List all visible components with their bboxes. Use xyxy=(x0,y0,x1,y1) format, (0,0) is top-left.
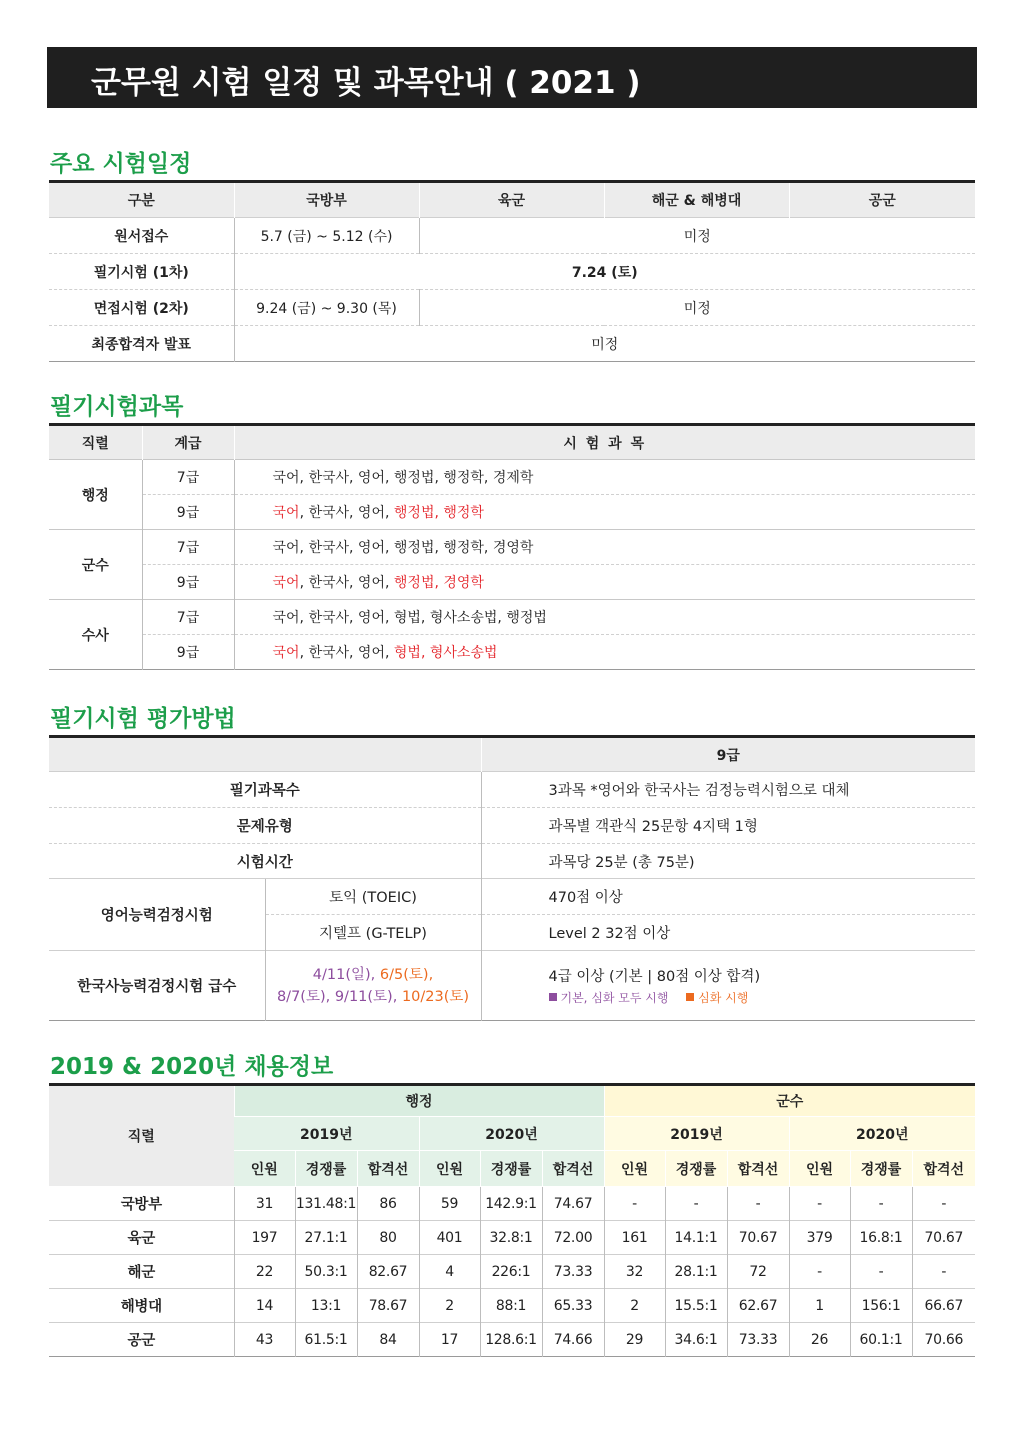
row-value: 470점 이상 xyxy=(481,879,975,915)
metric-header: 인원 xyxy=(419,1151,480,1187)
cell-value: 2 xyxy=(604,1289,665,1323)
cell-value: 15.5:1 xyxy=(665,1289,727,1323)
series-name: 군수 xyxy=(49,530,142,600)
table-row xyxy=(49,844,975,879)
subject-list: 국어, 한국사, 영어, 행정법, 행정학, 경제학 xyxy=(234,460,975,495)
col-header: 해군 & 해병대 xyxy=(604,182,789,218)
year-header: 2019년 xyxy=(604,1117,789,1151)
table-row xyxy=(49,808,975,844)
metric-header: 합격선 xyxy=(727,1151,789,1187)
cell-value: - xyxy=(789,1187,850,1221)
cell-value: 88:1 xyxy=(480,1289,542,1323)
history-value: 4급 이상 (기본 | 80점 이상 합격) 기본, 심화 모두 시행 심화 시행 xyxy=(481,951,975,1021)
group-header: 군수 xyxy=(604,1085,975,1117)
grade: 7급 xyxy=(142,530,234,565)
cell-value: 86 xyxy=(357,1187,419,1221)
year-header: 2020년 xyxy=(419,1117,604,1151)
row-value: 3과목 *영어와 한국사는 검정능력시험으로 대체 xyxy=(481,772,975,808)
row-label: 최종합격자 발표 xyxy=(49,326,234,362)
square-icon xyxy=(549,993,557,1001)
evaluation-heading: 필기시험 평가방법 xyxy=(50,706,236,732)
row-label: 영어능력검정시험 xyxy=(49,879,265,951)
col-header: 육군 xyxy=(419,182,604,218)
cell-value: 66.67 xyxy=(912,1289,975,1323)
row-value: 과목당 25분 (총 75분) xyxy=(481,844,975,879)
test-name: 지텔프 (G-TELP) xyxy=(265,915,481,951)
cell-value: 379 xyxy=(789,1221,850,1255)
row-label: 필기과목수 xyxy=(49,772,481,808)
table-row xyxy=(49,290,975,326)
table-row xyxy=(49,600,975,635)
cell-value: 401 xyxy=(419,1221,480,1255)
metric-header: 경쟁률 xyxy=(480,1151,542,1187)
table-row xyxy=(49,1221,975,1255)
metric-header: 합격선 xyxy=(357,1151,419,1187)
page-title: 군무원 시험 일정 및 과목안내 ( 2021 ) xyxy=(91,65,641,101)
cell-value: 72.00 xyxy=(542,1221,604,1255)
subject-list: 국어, 한국사, 영어, 행정법, 경영학 xyxy=(234,565,975,600)
history-dates: 4/11(일), 6/5(토), 8/7(토), 9/11(토), 10/23(토) xyxy=(265,951,481,1021)
cell-value: - xyxy=(850,1255,912,1289)
cell-value: 74.67 xyxy=(542,1187,604,1221)
cell-value: 17 xyxy=(419,1323,480,1357)
cell-value: 26 xyxy=(789,1323,850,1357)
cell-value: 60.1:1 xyxy=(850,1323,912,1357)
table-row xyxy=(49,951,975,1021)
cell-value: 197 xyxy=(234,1221,295,1255)
cell-value: 14.1:1 xyxy=(665,1221,727,1255)
cell-value: 32 xyxy=(604,1255,665,1289)
cell-value: 226:1 xyxy=(480,1255,542,1289)
cell-value: 156:1 xyxy=(850,1289,912,1323)
table-row xyxy=(49,254,975,290)
mnd-date: 5.7 (금) ~ 5.12 (수) xyxy=(234,218,419,254)
cell-value: 13:1 xyxy=(295,1289,357,1323)
cell-value: 43 xyxy=(234,1323,295,1357)
table-row xyxy=(49,1289,975,1323)
table-row xyxy=(49,1255,975,1289)
cell-value: - xyxy=(727,1187,789,1221)
metric-header: 인원 xyxy=(604,1151,665,1187)
cell-value: 61.5:1 xyxy=(295,1323,357,1357)
grade: 9급 xyxy=(142,565,234,600)
title-banner xyxy=(47,47,977,108)
cell-value: 80 xyxy=(357,1221,419,1255)
row-label: 해병대 xyxy=(49,1289,234,1323)
col-header: 공군 xyxy=(789,182,975,218)
row-label: 육군 xyxy=(49,1221,234,1255)
subject-list: 국어, 한국사, 영어, 행정법, 행정학, 경영학 xyxy=(234,530,975,565)
cell-value: 70.67 xyxy=(727,1221,789,1255)
others-date: 미정 xyxy=(419,290,975,326)
cell-value: 50.3:1 xyxy=(295,1255,357,1289)
metric-header: 경쟁률 xyxy=(295,1151,357,1187)
recruitment-heading: 2019 & 2020년 채용정보 xyxy=(50,1054,334,1080)
cell-value: 74.66 xyxy=(542,1323,604,1357)
row-value: Level 2 32점 이상 xyxy=(481,915,975,951)
cell-value: 59 xyxy=(419,1187,480,1221)
cell-value: 128.6:1 xyxy=(480,1323,542,1357)
cell-value: 31 xyxy=(234,1187,295,1221)
cell-value: - xyxy=(912,1187,975,1221)
cell-value: 142.9:1 xyxy=(480,1187,542,1221)
row-label: 원서접수 xyxy=(49,218,234,254)
metric-header: 인원 xyxy=(234,1151,295,1187)
evaluation-table xyxy=(49,735,975,1021)
col-header: 시 험 과 목 xyxy=(234,425,975,460)
metric-header: 인원 xyxy=(789,1151,850,1187)
metric-header: 경쟁률 xyxy=(850,1151,912,1187)
grade: 7급 xyxy=(142,600,234,635)
cell-value: 32.8:1 xyxy=(480,1221,542,1255)
cell-value: - xyxy=(665,1187,727,1221)
cell-value: 29 xyxy=(604,1323,665,1357)
cell-value: - xyxy=(912,1255,975,1289)
others-date: 미정 xyxy=(419,218,975,254)
table-row xyxy=(49,495,975,530)
cell-value: 84 xyxy=(357,1323,419,1357)
series-name: 행정 xyxy=(49,460,142,530)
test-name: 토익 (TOEIC) xyxy=(265,879,481,915)
table-row xyxy=(49,460,975,495)
cell-value: 72 xyxy=(727,1255,789,1289)
cell-value: 4 xyxy=(419,1255,480,1289)
metric-header: 경쟁률 xyxy=(665,1151,727,1187)
subject-list: 국어, 한국사, 영어, 행정법, 행정학 xyxy=(234,495,975,530)
row-label: 공군 xyxy=(49,1323,234,1357)
table-row xyxy=(49,1323,975,1357)
subject-list: 국어, 한국사, 영어, 형법, 형사소송법 xyxy=(234,635,975,670)
cell-value: 70.67 xyxy=(912,1221,975,1255)
cell-value: 161 xyxy=(604,1221,665,1255)
subject-list: 국어, 한국사, 영어, 형법, 형사소송법, 행정법 xyxy=(234,600,975,635)
metric-header: 합격선 xyxy=(542,1151,604,1187)
legend-basic: 기본, 심화 모두 시행 xyxy=(560,991,669,1005)
cell-value: 1 xyxy=(789,1289,850,1323)
row-label: 시험시간 xyxy=(49,844,481,879)
year-header: 2020년 xyxy=(789,1117,975,1151)
row-value: 과목별 객관식 25문항 4지택 1형 xyxy=(481,808,975,844)
col-header: 직렬 xyxy=(49,425,142,460)
table-row xyxy=(49,218,975,254)
legend-advanced: 심화 시행 xyxy=(698,991,749,1005)
cell-value: - xyxy=(789,1255,850,1289)
schedule-table xyxy=(49,180,975,362)
grade: 9급 xyxy=(142,495,234,530)
subjects-table xyxy=(49,423,975,670)
cell-value: 62.67 xyxy=(727,1289,789,1323)
cell-value: 65.33 xyxy=(542,1289,604,1323)
table-row xyxy=(49,326,975,362)
col-header: 국방부 xyxy=(234,182,419,218)
year-header: 2019년 xyxy=(234,1117,419,1151)
group-header: 행정 xyxy=(234,1085,604,1117)
row-label: 면접시험 (2차) xyxy=(49,290,234,326)
mnd-date: 9.24 (금) ~ 9.30 (목) xyxy=(234,290,419,326)
cell-value: 131.48:1 xyxy=(295,1187,357,1221)
cell-value: 82.67 xyxy=(357,1255,419,1289)
row-label: 필기시험 (1차) xyxy=(49,254,234,290)
row-label: 해군 xyxy=(49,1255,234,1289)
cell-value: 2 xyxy=(419,1289,480,1323)
table-row xyxy=(49,1187,975,1221)
row-label: 한국사능력검정시험 급수 xyxy=(49,951,265,1021)
metric-header: 합격선 xyxy=(912,1151,975,1187)
grade: 9급 xyxy=(142,635,234,670)
cell-value: 73.33 xyxy=(542,1255,604,1289)
row-label: 국방부 xyxy=(49,1187,234,1221)
grade: 7급 xyxy=(142,460,234,495)
table-row xyxy=(49,879,975,915)
col-header: 9급 xyxy=(481,737,975,772)
series-name: 수사 xyxy=(49,600,142,670)
cell-value: 14 xyxy=(234,1289,295,1323)
col-header-empty xyxy=(49,737,481,772)
cell-value: 34.6:1 xyxy=(665,1323,727,1357)
table-row xyxy=(49,565,975,600)
cell-value: - xyxy=(850,1187,912,1221)
col-header: 구분 xyxy=(49,182,234,218)
cell-value: 70.66 xyxy=(912,1323,975,1357)
cell-value: 73.33 xyxy=(727,1323,789,1357)
cell-value: 22 xyxy=(234,1255,295,1289)
all-date: 7.24 (토) xyxy=(234,254,975,290)
all-date: 미정 xyxy=(234,326,975,362)
cell-value: 28.1:1 xyxy=(665,1255,727,1289)
table-row xyxy=(49,772,975,808)
cell-value: - xyxy=(604,1187,665,1221)
subjects-heading: 필기시험과목 xyxy=(50,394,184,420)
table-row xyxy=(49,635,975,670)
col-header: 계급 xyxy=(142,425,234,460)
square-icon xyxy=(686,993,694,1001)
row-label: 문제유형 xyxy=(49,808,481,844)
cell-value: 78.67 xyxy=(357,1289,419,1323)
recruitment-table xyxy=(49,1083,975,1357)
schedule-heading: 주요 시험일정 xyxy=(50,151,192,177)
table-row xyxy=(49,530,975,565)
col-header: 직렬 xyxy=(49,1085,234,1187)
cell-value: 16.8:1 xyxy=(850,1221,912,1255)
cell-value: 27.1:1 xyxy=(295,1221,357,1255)
